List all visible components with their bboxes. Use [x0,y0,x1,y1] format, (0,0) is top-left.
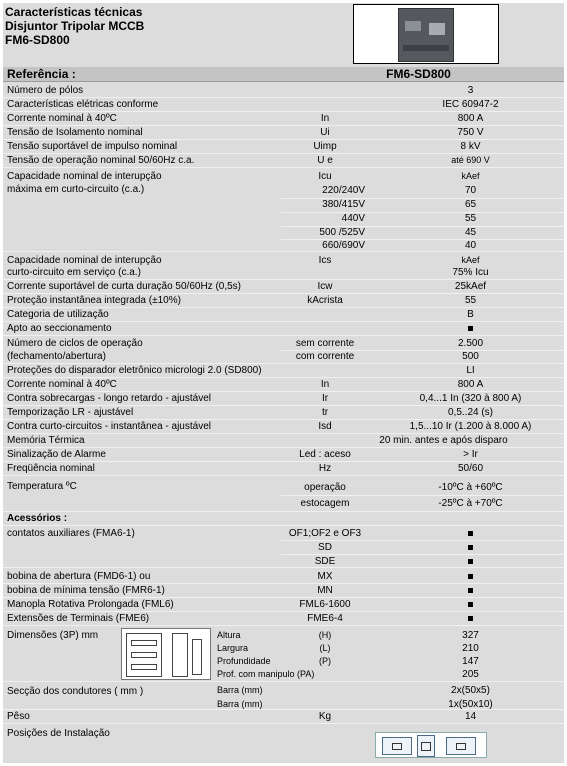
accessory-row: bobina de abertura (FMD6-1) ou MX [3,570,564,584]
breaking-capacity-block: Capacidade nominal de interupção máxima em curto-circuito (c.a.) Icu kAef 220/240V 70 380/415V 65 440V 55 500 /525V 45 660/690V 40 [3,168,564,252]
dimension-drawing [121,628,211,680]
spec-row: Tensão suportável de impulso nominal Uimp 8 kV [3,140,564,154]
check-mark-icon [468,559,473,564]
spec-row: Contra curto-circuitos - instantânea - ajustável Isd 1,5...10 Ir (1.200 à 8.000 A) [3,420,564,434]
header-title: Características técnicas [5,5,143,19]
conductors-block: Secção dos condutores ( mm ) Barra (mm) 2x(50x5) Barra (mm) 1x(50x10) [3,682,564,710]
spec-row: Proteção instantânea integrada (±10%) kAcrista 55 [3,294,564,308]
reference-value: FM6-SD800 [386,67,451,81]
check-mark-icon [468,602,473,607]
header-subtitle: Disjuntor Tripolar MCCB [5,19,145,33]
installation-block: Posições de Instalação [3,724,564,763]
check-mark-icon [468,531,473,536]
check-mark-icon [468,616,473,621]
auxiliary-contacts-block: contatos auxiliares (FMA6-1) OF1;OF2 e OF3 SD SDE [3,526,564,568]
installation-positions-drawing [375,732,487,758]
spec-row: Corrente nominal à 40ºC In 800 A [3,378,564,392]
spec-row: Proteções do disparador eletrônico micrologi 2.0 (SD800) LI [3,364,564,378]
accessories-title-row: Acessórios : [3,512,564,526]
check-mark-icon [468,545,473,550]
spec-sheet [3,3,564,763]
dimensions-block: Dimensões (3P) mm Altura (H) 327 Largura (L) 210 Profundidade (P) 147 Prof. com manipulo (PA) 205 [3,626,564,682]
spec-row: Sinalização de Alarme Led : aceso > Ir [3,448,564,462]
spec-row: Corrente nominal à 40ºC In 800 A [3,112,564,126]
operation-cycles-block: Número de ciclos de operação (fechamento/abertura) sem corrente 2.500 com corrente 500 [3,336,564,364]
breaker-image [398,8,454,62]
spec-row: Categoria de utilização B [3,308,564,322]
temperature-block: Temperatura ºC operação -10ºC à +60ºC estocagem -25ºC à +70ºC [3,476,564,512]
document-header [5,5,353,47]
spec-row: Tensão de operação nominal 50/60Hz c.a. U e até 690 V [3,154,564,168]
check-mark-icon [468,574,473,579]
horizontal-position-icon [446,737,476,755]
spec-row: Apto ao seccionamento [3,322,564,336]
weight-row: Pêso Kg 14 [3,710,564,724]
service-capacity-block: Capacidade nominal de interupção curto-circuito em serviço (c.a.) Ics kAef 75% Icu [3,252,564,280]
spec-row: Características elétricas conforme IEC 60947-2 [3,98,564,112]
horizontal-position-icon [382,737,412,755]
check-mark-icon [468,588,473,593]
spec-row: Freqüência nominal Hz 50/60 [3,462,564,476]
vertical-position-icon [417,735,435,757]
reference-row [3,67,564,82]
header-model: FM6-SD800 [5,33,70,47]
accessory-row: Extensões de Terminais (FME6) FME6-4 [3,612,564,626]
reference-label: Referência : [7,67,76,81]
spec-row: Número de pólos 3 [3,84,564,98]
spec-row: Contra sobrecargas - longo retardo - ajustável Ir 0,4...1 In (320 à 800 A) [3,392,564,406]
spec-row: Corrente suportável de curta duração 50/60Hz (0,5s) Icw 25kAef [3,280,564,294]
accessory-row: bobina de mínima tensão (FMR6-1) MN [3,584,564,598]
accessory-row: Manopla Rotativa Prolongada (FML6) FML6-1600 [3,598,564,612]
spec-row: Temporização LR - ajustável tr 0,5..24 (s) [3,406,564,420]
product-photo [353,4,499,64]
spec-row: Tensão de Isolamento nominal Ui 750 V [3,126,564,140]
spec-row: Memória Térmica 20 min. antes e após disparo [3,434,564,448]
check-mark-icon [468,326,473,331]
